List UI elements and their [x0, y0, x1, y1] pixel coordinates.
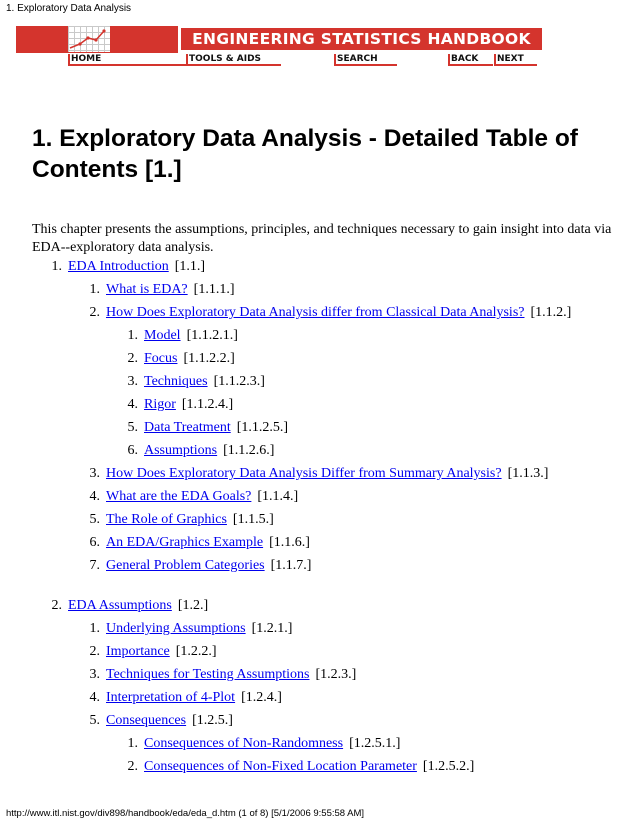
link-rigor[interactable]: Rigor [144, 397, 176, 412]
section-number: [1.2.2.] [175, 644, 217, 659]
section-number: [1.1.4.] [257, 489, 299, 504]
link-eda-goals[interactable]: What are the EDA Goals? [106, 489, 252, 504]
section-number: [1.2.5.2.] [422, 759, 475, 774]
item-number: 6. [89, 535, 100, 550]
link-underlying-assumptions[interactable]: Underlying Assumptions [106, 621, 246, 636]
link-eda-vs-summary[interactable]: How Does Exploratory Data Analysis Differ from Summary Analysis? [106, 466, 502, 481]
graph-logo-icon [68, 26, 110, 52]
link-importance[interactable]: Importance [106, 644, 170, 659]
item-number: 5. [127, 420, 138, 435]
section-number: [1.1.2.4.] [181, 397, 234, 412]
section-number: [1.1.2.3.] [213, 374, 265, 389]
toc-item-1-2 [32, 597, 208, 615]
section-number: [1.1.7.] [270, 558, 312, 573]
section-number: [1.2.1.] [251, 621, 293, 636]
section-number: [1.2.4.] [241, 690, 282, 705]
link-consequences[interactable]: Consequences [106, 713, 187, 728]
section-number: [1.2.5.1.] [349, 736, 401, 751]
item-number: 2. [127, 759, 138, 774]
toc-item-1-2-1 [70, 620, 292, 638]
item-number: 4. [89, 690, 100, 705]
toc-item-1-1-2-3 [108, 373, 265, 391]
section-number: [1.1.2.1.] [186, 328, 238, 343]
toc-item-1-1-2-4 [108, 396, 233, 414]
toc-item-1-2-5-1 [108, 735, 400, 753]
toc-item-1-1-2-6 [108, 442, 274, 460]
item-number: 2. [89, 305, 100, 320]
toc-item-1-2-5 [70, 712, 233, 730]
item-number: 3. [89, 466, 100, 481]
toc-item-1-1-5 [70, 511, 274, 529]
page-title: 1. Exploratory Data Analysis - Detailed Table of Contents [1.] [32, 125, 578, 183]
print-footer: http://www.itl.nist.gov/div898/handbook/eda/eda_d.htm (1 of 8) [5/1/2006 9:55:58 AM] [6, 808, 365, 819]
section-number: [1.2.3.] [315, 667, 357, 682]
home-button[interactable]: HOME [68, 53, 187, 66]
back-button[interactable]: BACK [448, 53, 493, 66]
toc-item-1-1-3 [70, 465, 548, 483]
banner-title: ENGINEERING STATISTICS HANDBOOK [192, 30, 531, 48]
link-non-fixed-location[interactable]: Consequences of Non-Fixed Location Parameter [144, 759, 417, 774]
item-number: 5. [89, 713, 100, 728]
toc-item-1-2-2 [70, 643, 217, 661]
item-number: 2. [89, 644, 100, 659]
link-role-of-graphics[interactable]: The Role of Graphics [106, 512, 227, 527]
toc-item-1-1-2-2 [108, 350, 235, 368]
section-number: [1.1.3.] [507, 466, 549, 481]
section-number: [1.1.2.2.] [183, 351, 235, 366]
item-number: 2. [51, 598, 62, 613]
section-number: [1.1.2.5.] [236, 420, 289, 435]
banner-title-bar [181, 28, 542, 50]
link-eda-introduction[interactable]: EDA Introduction [68, 259, 169, 274]
item-number: 3. [127, 374, 138, 389]
link-general-problem-categories[interactable]: General Problem Categories [106, 558, 265, 573]
next-button[interactable]: NEXT [494, 53, 537, 66]
link-data-treatment[interactable]: Data Treatment [144, 420, 231, 435]
link-techniques[interactable]: Techniques [144, 374, 208, 389]
item-number: 1. [89, 282, 100, 297]
item-number: 4. [89, 489, 100, 504]
toc-item-1-2-3 [70, 666, 356, 684]
section-number: [1.1.] [174, 259, 206, 274]
link-focus[interactable]: Focus [144, 351, 178, 366]
toc-item-1-1-2-1 [108, 327, 238, 345]
link-eda-vs-classical[interactable]: How Does Exploratory Data Analysis differ from Classical Data Analysis? [106, 305, 525, 320]
toc-item-1-1-2 [70, 304, 571, 322]
print-header: 1. Exploratory Data Analysis [6, 3, 132, 14]
section-number: [1.1.1.] [193, 282, 235, 297]
link-what-is-eda[interactable]: What is EDA? [106, 282, 188, 297]
section-number: [1.2.5.] [192, 713, 233, 728]
item-number: 4. [127, 397, 138, 412]
item-number: 5. [89, 512, 100, 527]
tools-aids-button[interactable]: TOOLS & AIDS [186, 53, 281, 66]
item-number: 7. [89, 558, 100, 573]
item-number: 6. [127, 443, 138, 458]
section-number: [1.1.2.6.] [223, 443, 275, 458]
toc-item-1-2-5-2 [108, 758, 474, 776]
section-number: [1.2.] [177, 598, 209, 613]
section-number: [1.1.5.] [232, 512, 274, 527]
intro-paragraph: This chapter presents the assumptions, principles, and techniques necessary to gain insight into data via EDA--exploratory data analysis. [32, 222, 612, 255]
item-number: 1. [127, 328, 138, 343]
link-eda-assumptions[interactable]: EDA Assumptions [68, 598, 172, 613]
section-number: [1.1.6.] [269, 535, 310, 550]
link-assumptions[interactable]: Assumptions [144, 443, 218, 458]
item-number: 1. [51, 259, 62, 274]
toc-item-1-2-4 [70, 689, 282, 707]
item-number: 1. [127, 736, 138, 751]
link-model[interactable]: Model [144, 328, 181, 343]
item-number: 3. [89, 667, 100, 682]
toc-item-1-1 [32, 258, 205, 276]
toc-item-1-1-2-5 [108, 419, 288, 437]
toc-item-1-1-4 [70, 488, 298, 506]
link-eda-graphics-example[interactable]: An EDA/Graphics Example [106, 535, 264, 550]
section-number: [1.1.2.] [530, 305, 572, 320]
link-interpretation-4-plot[interactable]: Interpretation of 4-Plot [106, 690, 236, 705]
handbook-banner [16, 26, 542, 68]
toc-item-1-1-1 [70, 281, 234, 299]
link-testing-assumptions[interactable]: Techniques for Testing Assumptions [106, 667, 310, 682]
link-non-randomness[interactable]: Consequences of Non-Randomness [144, 736, 344, 751]
toc-item-1-1-7 [70, 557, 311, 575]
item-number: 1. [89, 621, 100, 636]
logo-red-block [16, 26, 178, 53]
item-number: 2. [127, 351, 138, 366]
nav-bar [68, 53, 542, 66]
toc-item-1-1-6 [70, 534, 310, 552]
search-button[interactable]: SEARCH [334, 53, 397, 66]
